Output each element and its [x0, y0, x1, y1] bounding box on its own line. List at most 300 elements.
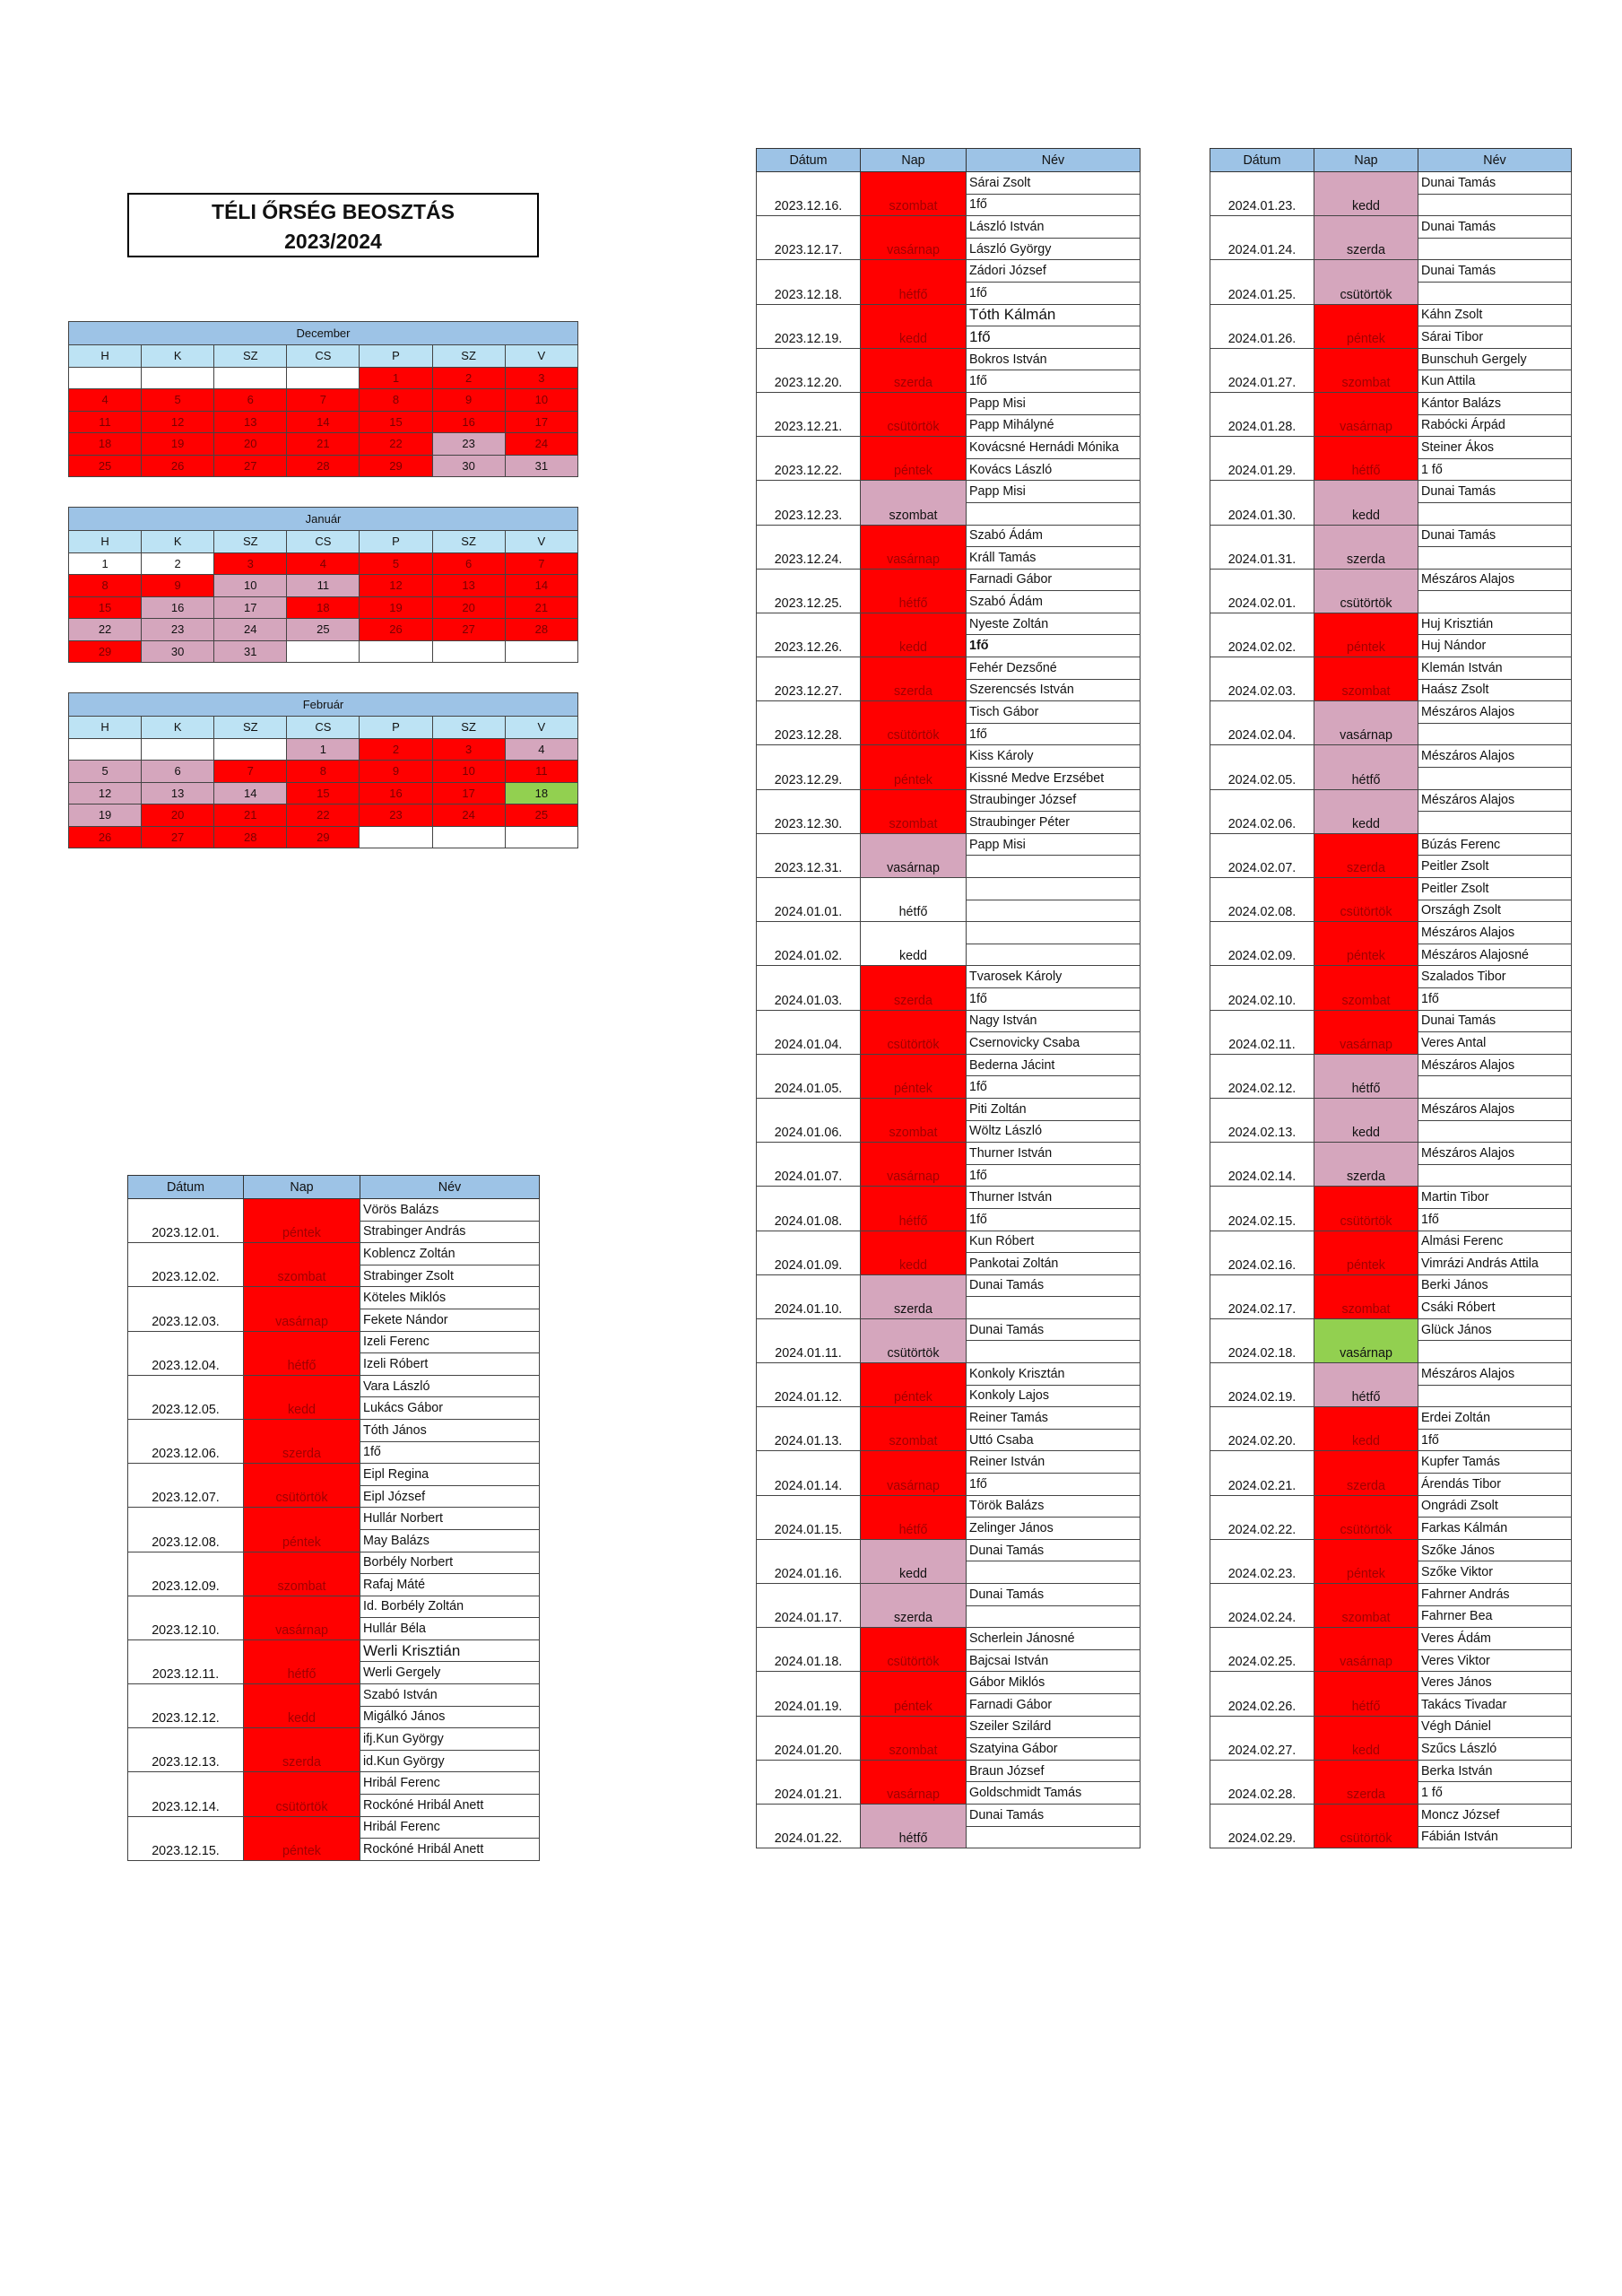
schedule-date: 2024.02.29.: [1210, 1804, 1314, 1848]
schedule-row: [1210, 216, 1572, 239]
schedule-day: péntek: [861, 1672, 967, 1716]
schedule-day: hétfő: [861, 878, 967, 922]
schedule-day: péntek: [1314, 304, 1418, 348]
schedule-date: 2024.02.02.: [1210, 613, 1314, 657]
schedule-row: [757, 1054, 1141, 1076]
calendar-day-cell: 7: [287, 389, 360, 412]
schedule-name-1: Bederna Jácint: [967, 1054, 1141, 1076]
calendar-day-cell: 12: [360, 575, 432, 597]
schedule-date: 2024.01.23.: [1210, 172, 1314, 216]
calendar-day-cell: 11: [505, 761, 577, 783]
schedule-day: péntek: [1314, 1539, 1418, 1583]
calendar-day-cell: 21: [287, 433, 360, 456]
calendar-week-row: [69, 640, 578, 663]
calendar-day-cell: [287, 640, 360, 663]
schedule-day: szombat: [1314, 966, 1418, 1010]
schedule-day: szerda: [244, 1728, 360, 1772]
schedule-date: 2024.01.04.: [757, 1010, 861, 1054]
schedule-name-1: Mészáros Alajos: [1418, 789, 1572, 812]
schedule-date: 2024.01.10.: [757, 1274, 861, 1318]
schedule-day: csütörtök: [861, 1318, 967, 1362]
schedule-date: 2024.01.26.: [1210, 304, 1314, 348]
schedule-name-2: Sárai Tibor: [1418, 326, 1572, 349]
calendar-day-cell: 6: [432, 552, 505, 575]
schedule-row: [1210, 1187, 1572, 1209]
calendar-month-row: [69, 508, 578, 531]
schedule-name-2: 1fő: [1418, 1208, 1572, 1231]
schedule-row: [128, 1375, 540, 1397]
schedule-name-1: Tóth Kálmán: [967, 304, 1141, 326]
schedule-row: [757, 789, 1141, 812]
schedule-name-1: Izeli Ferenc: [360, 1331, 540, 1353]
schedule-date: 2024.01.25.: [1210, 260, 1314, 304]
schedule-row: [128, 1639, 540, 1662]
schedule-day: hétfő: [244, 1639, 360, 1683]
schedule-date: 2024.01.05.: [757, 1054, 861, 1098]
schedule-name-1: Peitler Zsolt: [1418, 878, 1572, 900]
schedule-name-1: Gábor Miklós: [967, 1672, 1141, 1694]
schedule-name-2: Izeli Róbert: [360, 1353, 540, 1376]
schedule-name-2: Kun Attila: [1418, 370, 1572, 393]
schedule-name-2: [967, 1341, 1141, 1363]
calendar-day-cell: [214, 367, 287, 389]
schedule-name-1: Almási Ferenc: [1418, 1231, 1572, 1253]
calendar-day-cell: 22: [287, 804, 360, 827]
schedule-day: vasárnap: [1314, 1010, 1418, 1054]
schedule-day: kedd: [861, 922, 967, 966]
schedule-day: szombat: [1314, 1274, 1418, 1318]
calendar-day-cell: [360, 640, 432, 663]
schedule-name-2: Csernovicky Csaba: [967, 1032, 1141, 1055]
schedule-row: [1210, 1628, 1572, 1650]
schedule-row: [1210, 1274, 1572, 1297]
schedule-column-header: Nap: [861, 149, 967, 172]
calendar-day-cell: 15: [69, 596, 142, 619]
schedule-name-1: Mészáros Alajos: [1418, 1143, 1572, 1165]
calendar-day-cell: 27: [214, 455, 287, 477]
calendar-month-name: Február: [69, 693, 578, 717]
calendar-day-cell: 5: [360, 552, 432, 575]
schedule-row: [1210, 1098, 1572, 1120]
calendar-day-cell: 18: [505, 782, 577, 804]
schedule-day: péntek: [1314, 613, 1418, 657]
calendar-day-cell: 28: [214, 826, 287, 848]
schedule-day: kedd: [244, 1375, 360, 1419]
schedule-name-2: [967, 856, 1141, 878]
schedule-name-2: Strabinger Zsolt: [360, 1265, 540, 1287]
schedule-day: szerda: [1314, 833, 1418, 877]
schedule-date: 2023.12.07.: [128, 1464, 244, 1508]
schedule-row: [128, 1464, 540, 1486]
schedule-day: szombat: [861, 172, 967, 216]
schedule-name-1: Steiner Ákos: [1418, 437, 1572, 459]
schedule-name-1: Papp Misi: [967, 392, 1141, 414]
schedule-day: szombat: [861, 1098, 967, 1142]
schedule-day: kedd: [1314, 1098, 1418, 1142]
schedule-row: [757, 1231, 1141, 1253]
schedule-row: [1210, 1363, 1572, 1386]
schedule-day: kedd: [861, 304, 967, 348]
calendar-day-cell: 5: [142, 389, 214, 412]
schedule-day: szerda: [1314, 1143, 1418, 1187]
schedule-day: vasárnap: [861, 525, 967, 569]
schedule-row: [1210, 833, 1572, 856]
calendar-day-cell: 29: [360, 455, 432, 477]
schedule-name-2: Wöltz László: [967, 1120, 1141, 1143]
schedule-row: [1210, 481, 1572, 503]
schedule-name-2: 1fő: [967, 1474, 1141, 1496]
calendar-day-cell: 1: [287, 738, 360, 761]
schedule-day: szombat: [1314, 348, 1418, 392]
schedule-day: kedd: [861, 1539, 967, 1583]
schedule-day: hétfő: [861, 260, 967, 304]
calendar-day-cell: 7: [505, 552, 577, 575]
schedule-name-2: Pankotai Zoltán: [967, 1253, 1141, 1275]
schedule-name-2: Rockóné Hribál Anett: [360, 1795, 540, 1817]
calendar-day-cell: 24: [214, 619, 287, 641]
schedule-row: [757, 437, 1141, 459]
calendar-day-cell: 25: [505, 804, 577, 827]
schedule-row: [1210, 1539, 1572, 1561]
schedule-day: kedd: [1314, 172, 1418, 216]
schedule-name-1: Bunschuh Gergely: [1418, 348, 1572, 370]
schedule-row: [757, 304, 1141, 326]
calendar-day-cell: 15: [287, 782, 360, 804]
calendar-day-cell: 26: [360, 619, 432, 641]
schedule-name-1: Mészáros Alajos: [1418, 569, 1572, 591]
schedule-row: [1210, 1318, 1572, 1341]
schedule-day: péntek: [861, 1363, 967, 1407]
schedule-row: [128, 1243, 540, 1265]
schedule-column-header: Dátum: [757, 149, 861, 172]
schedule-row: [757, 1584, 1141, 1606]
calendar-day-header-row: [69, 345, 578, 368]
schedule-row: [1210, 172, 1572, 195]
calendar-day-header: SZ: [432, 345, 505, 368]
schedule-name-1: Hribál Ferenc: [360, 1772, 540, 1795]
schedule-name-1: Thurner István: [967, 1143, 1141, 1165]
calendar-day-cell: 31: [505, 455, 577, 477]
schedule-name-2: Goldschmidt Tamás: [967, 1782, 1141, 1805]
schedule-date: 2023.12.28.: [757, 701, 861, 745]
calendar-day-cell: 9: [360, 761, 432, 783]
schedule-table-december-early: [127, 1175, 540, 1861]
schedule-date: 2024.02.28.: [1210, 1760, 1314, 1804]
schedule-date: 2024.02.12.: [1210, 1054, 1314, 1098]
schedule-row: [1210, 304, 1572, 326]
calendar-day-cell: 25: [287, 619, 360, 641]
schedule-name-2: [1418, 547, 1572, 570]
schedule-row: [1210, 1804, 1572, 1826]
calendar-month-row: [69, 693, 578, 717]
calendar-week-row: [69, 761, 578, 783]
schedule-date: 2023.12.15.: [128, 1816, 244, 1860]
schedule-date: 2024.02.21.: [1210, 1451, 1314, 1495]
schedule-date: 2024.01.15.: [757, 1495, 861, 1539]
schedule-name-2: 1fő: [1418, 1429, 1572, 1451]
schedule-row: [1210, 1010, 1572, 1032]
schedule-row: [757, 657, 1141, 680]
schedule-name-1: Dunai Tamás: [967, 1804, 1141, 1826]
calendar-day-cell: 30: [432, 455, 505, 477]
calendar-day-cell: 18: [69, 433, 142, 456]
schedule-row: [1210, 1143, 1572, 1165]
schedule-name-2: [1418, 282, 1572, 304]
schedule-date: 2024.02.15.: [1210, 1187, 1314, 1231]
schedule-name-2: [967, 1561, 1141, 1584]
schedule-row: [1210, 1231, 1572, 1253]
schedule-date: 2023.12.02.: [128, 1243, 244, 1287]
schedule-name-1: Kupfer Tamás: [1418, 1451, 1572, 1474]
schedule-date: 2023.12.10.: [128, 1596, 244, 1639]
calendar-day-cell: 13: [214, 411, 287, 433]
calendar-day-cell: 17: [432, 782, 505, 804]
schedule-name-2: Szabó Ádám: [967, 591, 1141, 613]
schedule-day: hétfő: [861, 569, 967, 613]
schedule-row: [1210, 348, 1572, 370]
schedule-date: 2023.12.14.: [128, 1772, 244, 1816]
title-line1: TÉLI ŐRSÉG BEOSZTÁS: [212, 200, 455, 223]
schedule-day: szombat: [861, 1716, 967, 1760]
schedule-row: [757, 172, 1141, 195]
schedule-name-2: Szerencsés István: [967, 679, 1141, 701]
schedule-name-1: Szeiler Szilárd: [967, 1716, 1141, 1738]
calendar-day-cell: [69, 367, 142, 389]
schedule-name-2: 1fő: [1418, 987, 1572, 1010]
calendar-month-row: [69, 322, 578, 345]
schedule-row: [128, 1419, 540, 1441]
schedule-day: kedd: [1314, 1407, 1418, 1451]
schedule-table-december-january: [756, 148, 1141, 1848]
schedule-row: [1210, 966, 1572, 988]
schedule-day: szombat: [1314, 657, 1418, 701]
schedule-date: 2024.02.27.: [1210, 1716, 1314, 1760]
schedule-name-1: Veres János: [1418, 1672, 1572, 1694]
schedule-row: [1210, 878, 1572, 900]
schedule-name-1: Fahrner András: [1418, 1584, 1572, 1606]
calendar-day-header: SZ: [432, 531, 505, 553]
calendar-day-cell: 10: [505, 389, 577, 412]
schedule-row: [1210, 789, 1572, 812]
calendar-day-header: SZ: [432, 717, 505, 739]
calendar-day-cell: 16: [432, 411, 505, 433]
schedule-name-2: Vimrázi András Attila: [1418, 1253, 1572, 1275]
schedule-day: szombat: [244, 1552, 360, 1596]
schedule-name-1: Kántor Balázs: [1418, 392, 1572, 414]
calendar-week-row: [69, 411, 578, 433]
schedule-name-2: 1fő: [967, 1208, 1141, 1231]
schedule-name-1: László István: [967, 216, 1141, 239]
schedule-date: 2024.01.30.: [1210, 481, 1314, 525]
schedule-name-1: Zádori József: [967, 260, 1141, 283]
schedule-name-2: [1418, 768, 1572, 790]
schedule-name-1: Id. Borbély Zoltán: [360, 1596, 540, 1618]
schedule-row: [1210, 1407, 1572, 1430]
schedule-date: 2023.12.11.: [128, 1639, 244, 1683]
schedule-header-row: [757, 149, 1141, 172]
schedule-name-2: Kovács László: [967, 458, 1141, 481]
schedule-name-1: Huj Krisztián: [1418, 613, 1572, 635]
schedule-date: 2024.01.08.: [757, 1187, 861, 1231]
schedule-name-2: Fábián István: [1418, 1826, 1572, 1848]
schedule-name-1: Werli Krisztián: [360, 1639, 540, 1662]
schedule-date: 2024.01.28.: [1210, 392, 1314, 436]
calendar-month-name: December: [69, 322, 578, 345]
schedule-name-2: [1418, 1164, 1572, 1187]
schedule-day: szerda: [1314, 525, 1418, 569]
schedule-day: csütörtök: [861, 701, 967, 745]
schedule-column-header: Dátum: [1210, 149, 1314, 172]
schedule-row: [757, 481, 1141, 503]
calendar-day-header: V: [505, 531, 577, 553]
schedule-name-1: Káhn Zsolt: [1418, 304, 1572, 326]
schedule-name-2: Fahrner Bea: [1418, 1605, 1572, 1628]
schedule-day: csütörtök: [1314, 1187, 1418, 1231]
calendar-day-cell: 14: [505, 575, 577, 597]
schedule-date: 2023.12.22.: [757, 437, 861, 481]
schedule-day: csütörtök: [861, 1628, 967, 1672]
calendar-day-header: P: [360, 345, 432, 368]
schedule-header-row: [1210, 149, 1572, 172]
schedule-day: csütörtök: [1314, 1495, 1418, 1539]
calendar-day-cell: 20: [432, 596, 505, 619]
schedule-name-2: Eipl József: [360, 1485, 540, 1508]
schedule-name-1: Erdei Zoltán: [1418, 1407, 1572, 1430]
schedule-name-1: [967, 922, 1141, 944]
schedule-date: 2023.12.25.: [757, 569, 861, 613]
schedule-name-1: Végh Dániel: [1418, 1716, 1572, 1738]
schedule-name-2: [1418, 1120, 1572, 1143]
schedule-name-1: Török Balázs: [967, 1495, 1141, 1518]
schedule-name-2: Farnadi Gábor: [967, 1693, 1141, 1716]
calendar-day-header: K: [142, 345, 214, 368]
schedule-column-header: Név: [360, 1176, 540, 1199]
schedule-date: 2024.01.17.: [757, 1584, 861, 1628]
schedule-name-1: Kovácsné Hernádi Mónika: [967, 437, 1141, 459]
schedule-row: [128, 1596, 540, 1618]
schedule-column-header: Nap: [244, 1176, 360, 1199]
schedule-name-1: Bokros István: [967, 348, 1141, 370]
schedule-name-2: 1 fő: [1418, 1782, 1572, 1805]
schedule-name-1: Vara László: [360, 1375, 540, 1397]
schedule-date: 2024.02.22.: [1210, 1495, 1314, 1539]
calendar-week-row: [69, 782, 578, 804]
schedule-row: [757, 1363, 1141, 1386]
calendar-day-cell: 14: [287, 411, 360, 433]
schedule-name-1: Búzás Ferenc: [1418, 833, 1572, 856]
schedule-name-2: 1fő: [967, 282, 1141, 304]
schedule-name-1: Mészáros Alajos: [1418, 701, 1572, 724]
schedule-name-1: Klemán István: [1418, 657, 1572, 680]
schedule-column-header: Dátum: [128, 1176, 244, 1199]
schedule-day: vasárnap: [1314, 1318, 1418, 1362]
schedule-name-2: Országh Zsolt: [1418, 900, 1572, 922]
schedule-name-2: 1fő: [967, 370, 1141, 393]
schedule-day: vasárnap: [861, 1143, 967, 1187]
schedule-row: [757, 569, 1141, 591]
schedule-row: [757, 348, 1141, 370]
schedule-date: 2023.12.04.: [128, 1331, 244, 1375]
schedule-row: [1210, 1584, 1572, 1606]
schedule-day: csütörtök: [861, 392, 967, 436]
calendar-day-cell: 4: [505, 738, 577, 761]
schedule-date: 2024.01.22.: [757, 1804, 861, 1848]
calendar-day-cell: [360, 826, 432, 848]
schedule-row: [1210, 525, 1572, 547]
calendar-day-cell: 26: [69, 826, 142, 848]
schedule-name-1: Straubinger József: [967, 789, 1141, 812]
calendar-week-row: [69, 455, 578, 477]
schedule-row: [757, 1672, 1141, 1694]
schedule-date: 2024.02.04.: [1210, 701, 1314, 745]
schedule-date: 2024.01.24.: [1210, 216, 1314, 260]
schedule-name-1: Berki János: [1418, 1274, 1572, 1297]
schedule-name-2: Csáki Róbert: [1418, 1297, 1572, 1319]
schedule-day: kedd: [1314, 481, 1418, 525]
schedule-day: hétfő: [861, 1187, 967, 1231]
schedule-name-1: Mészáros Alajos: [1418, 1098, 1572, 1120]
schedule-date: 2023.12.03.: [128, 1287, 244, 1331]
schedule-row: [757, 1274, 1141, 1297]
schedule-name-2: Kissné Medve Erzsébet: [967, 768, 1141, 790]
schedule-name-2: Konkoly Lajos: [967, 1385, 1141, 1407]
calendar-january: [68, 507, 578, 663]
schedule-date: 2024.02.14.: [1210, 1143, 1314, 1187]
calendar-day-cell: 19: [69, 804, 142, 827]
schedule-name-1: Szőke János: [1418, 1539, 1572, 1561]
calendar-day-cell: 19: [360, 596, 432, 619]
schedule-name-2: Haász Zsolt: [1418, 679, 1572, 701]
schedule-name-1: Dunai Tamás: [1418, 525, 1572, 547]
calendar-day-cell: 10: [214, 575, 287, 597]
schedule-name-2: May Balázs: [360, 1529, 540, 1552]
calendar-day-cell: 20: [142, 804, 214, 827]
schedule-row: [757, 922, 1141, 944]
schedule-name-1: Martin Tibor: [1418, 1187, 1572, 1209]
schedule-name-2: Strabinger András: [360, 1221, 540, 1243]
schedule-date: 2024.01.29.: [1210, 437, 1314, 481]
schedule-day: kedd: [861, 613, 967, 657]
schedule-name-2: Peitler Zsolt: [1418, 856, 1572, 878]
schedule-day: szombat: [244, 1243, 360, 1287]
schedule-name-2: [1418, 1076, 1572, 1099]
schedule-column-header: Név: [967, 149, 1141, 172]
schedule-day: hétfő: [1314, 745, 1418, 789]
schedule-date: 2023.12.24.: [757, 525, 861, 569]
calendar-day-header: H: [69, 531, 142, 553]
schedule-day: szerda: [861, 1584, 967, 1628]
schedule-row: [1210, 569, 1572, 591]
schedule-date: 2024.02.25.: [1210, 1628, 1314, 1672]
schedule-row: [1210, 392, 1572, 414]
schedule-name-2: Farkas Kálmán: [1418, 1518, 1572, 1540]
schedule-row: [757, 1451, 1141, 1474]
calendar-day-cell: 5: [69, 761, 142, 783]
schedule-header-row: [128, 1176, 540, 1199]
schedule-name-1: Dunai Tamás: [1418, 260, 1572, 283]
schedule-date: 2024.01.12.: [757, 1363, 861, 1407]
calendar-day-header: V: [505, 345, 577, 368]
schedule-name-2: Takács Tivadar: [1418, 1693, 1572, 1716]
schedule-name-1: Eipl Regina: [360, 1464, 540, 1486]
schedule-day: vasárnap: [1314, 701, 1418, 745]
schedule-date: 2024.01.13.: [757, 1407, 861, 1451]
calendar-day-cell: 27: [142, 826, 214, 848]
schedule-row: [128, 1287, 540, 1309]
calendar-december: [68, 321, 578, 477]
schedule-name-1: Mészáros Alajos: [1418, 922, 1572, 944]
schedule-name-2: id.Kun György: [360, 1750, 540, 1772]
